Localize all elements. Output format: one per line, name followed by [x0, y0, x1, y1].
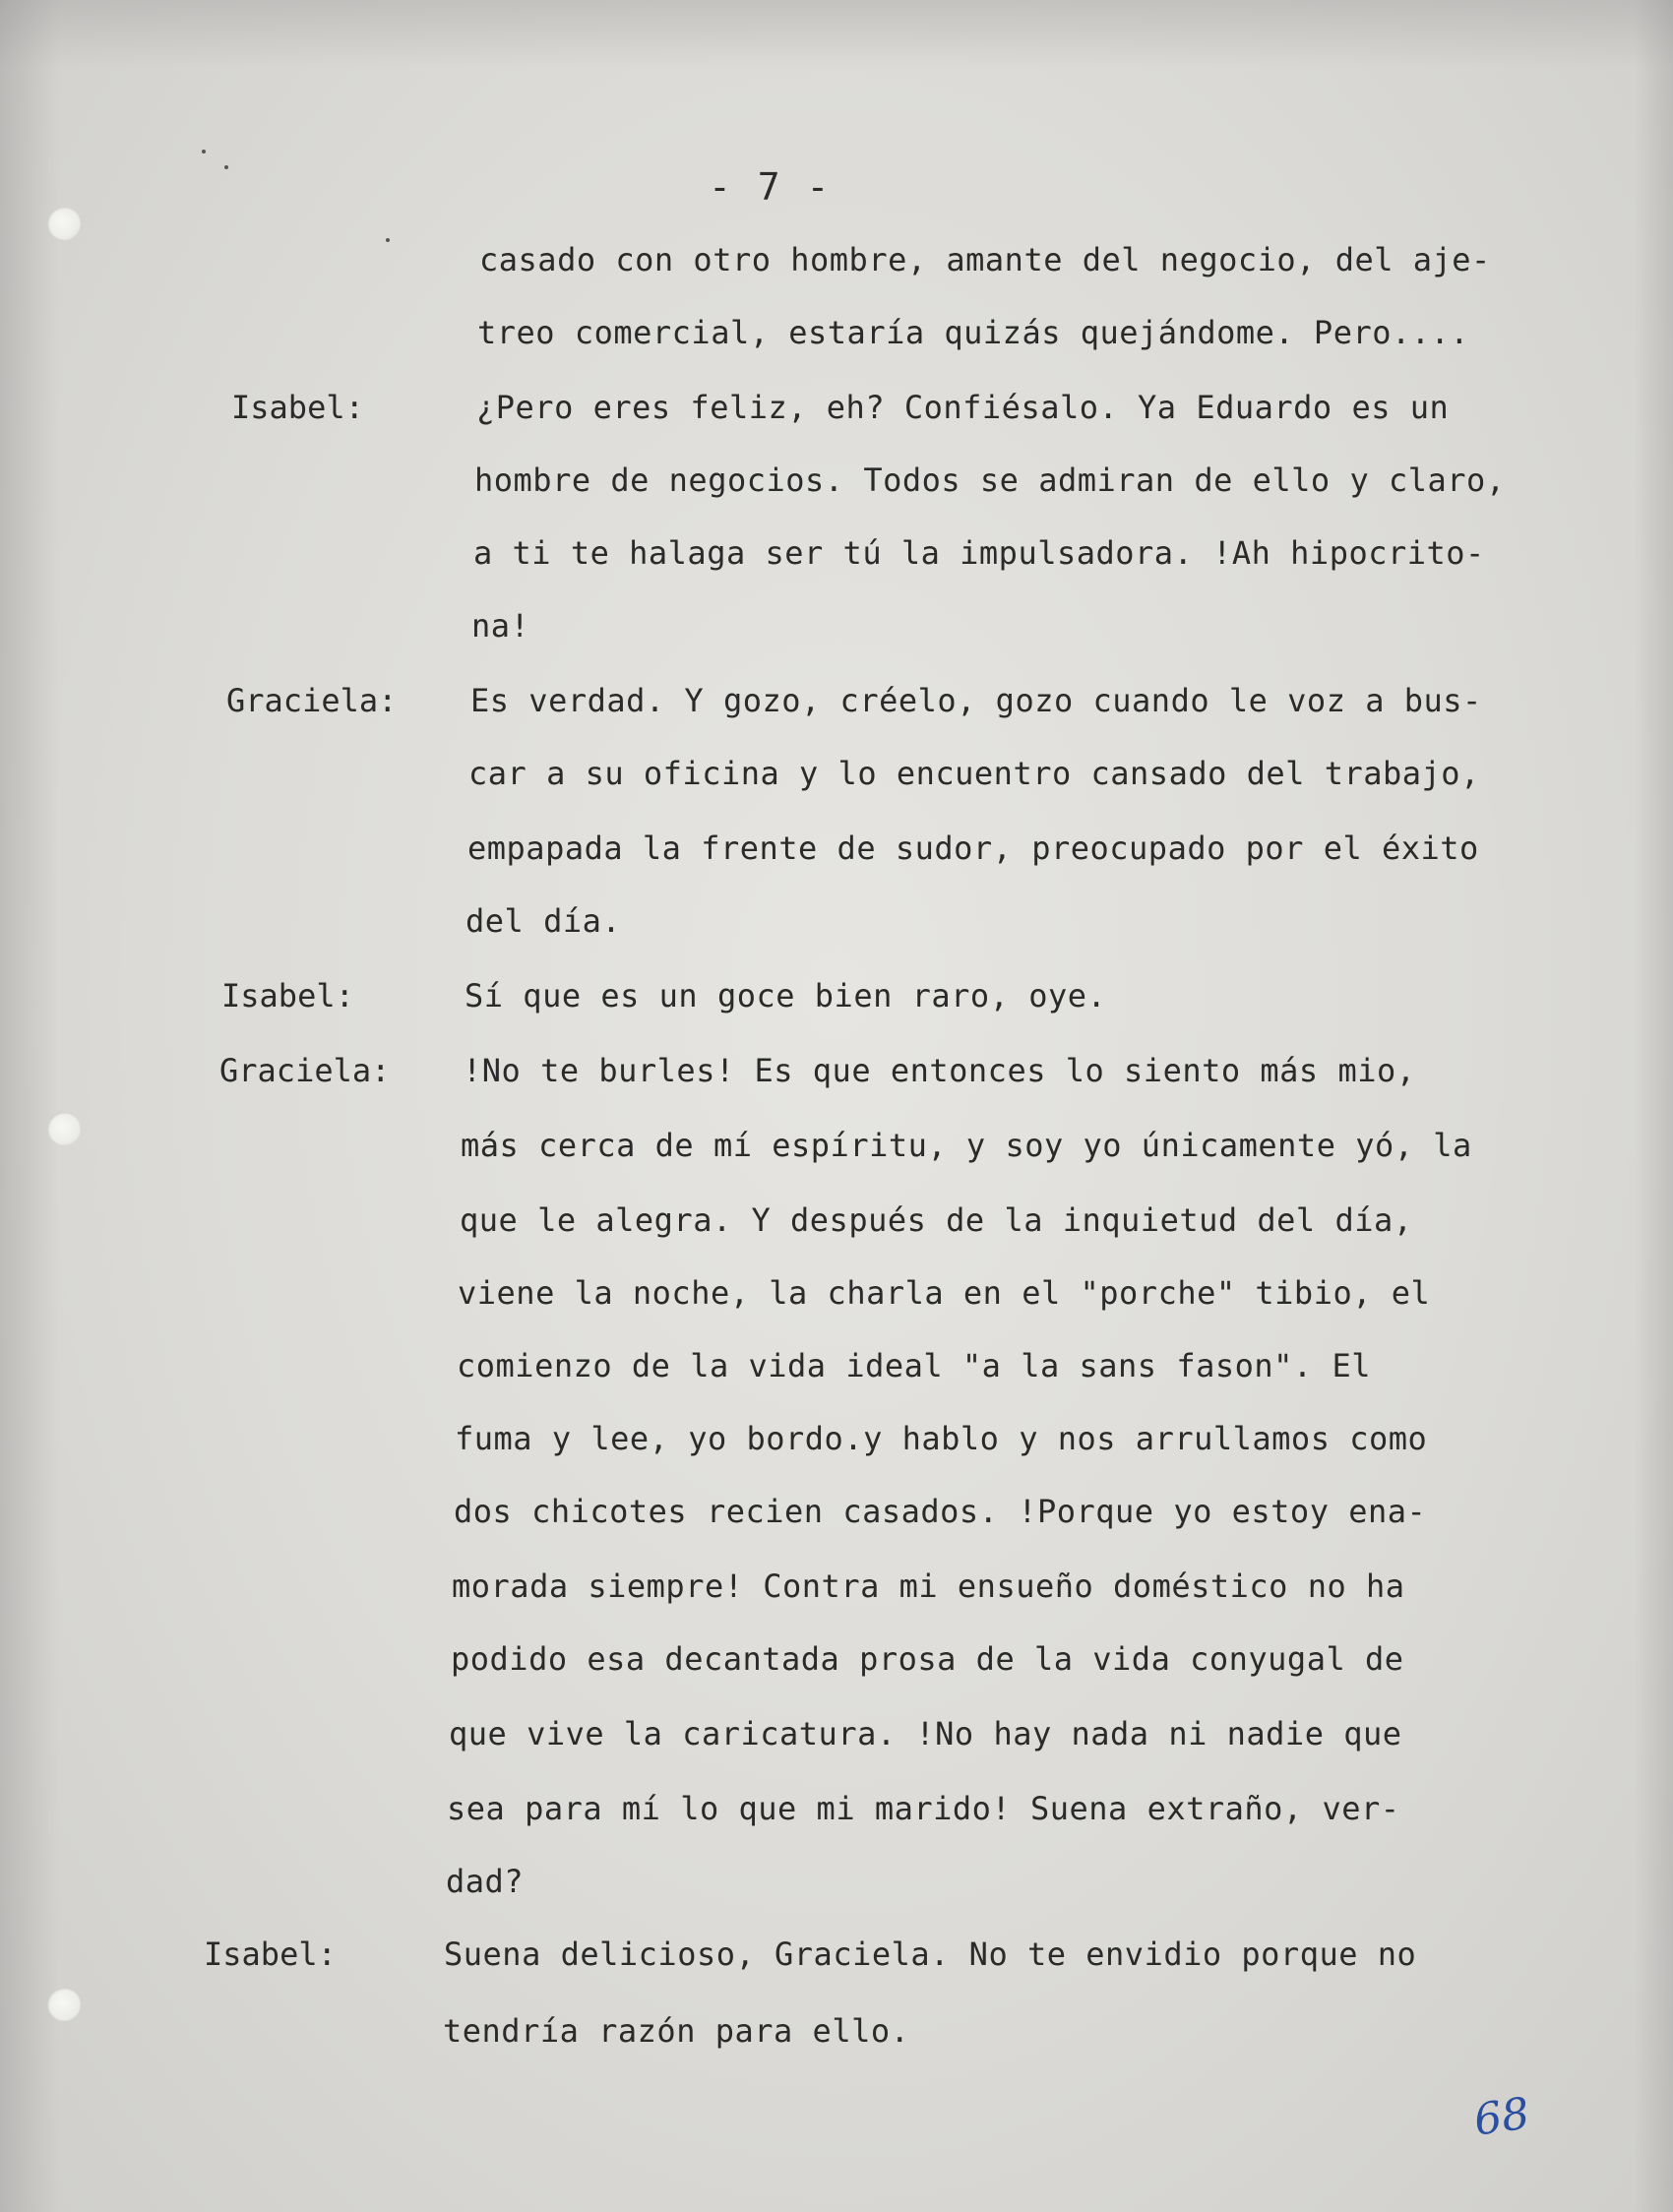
punch-hole — [47, 207, 81, 240]
dialogue-line: que vive la caricatura. !No hay nada ni nadie que — [449, 1715, 1402, 1752]
speaker-label: Isabel: — [221, 977, 354, 1014]
dialogue-line: que le alegra. Y después de la inquietud del día, — [460, 1201, 1413, 1239]
dialogue-line: viene la noche, la charla en el "porche" tibio, el — [458, 1274, 1431, 1312]
dialogue-line: podido esa decantada prosa de la vida conyugal de — [451, 1640, 1404, 1678]
speaker-label: Graciela: — [219, 1052, 391, 1089]
dialogue-line: del día. — [465, 902, 622, 940]
dialogue-line: treo comercial, estaría quizás quejándome. Pero.... — [477, 314, 1470, 351]
dialogue-line: Sí que es un goce bien raro, oye. — [465, 977, 1107, 1014]
ink-speck — [386, 238, 390, 242]
dialogue-line: ¿Pero eres feliz, eh? Confiésalo. Ya Eduardo es un — [476, 389, 1450, 426]
dialogue-line: tendría razón para ello. — [443, 2012, 910, 2050]
dialogue-line: empapada la frente de sudor, preocupado por el éxito — [467, 830, 1479, 867]
dialogue-line: comienzo de la vida ideal "a la sans fason". El — [457, 1347, 1371, 1384]
dialogue-line: hombre de negocios. Todos se admiran de ello y claro, — [474, 461, 1506, 499]
dialogue-line: sea para mí lo que mi marido! Suena extraño, ver- — [447, 1790, 1400, 1827]
ink-speck — [224, 165, 228, 169]
dialogue-line: a ti te halaga ser tú la impulsadora. !Ah hipocrito- — [473, 534, 1485, 572]
dialogue-line: dad? — [446, 1863, 525, 1900]
page-number: - 7 - — [709, 165, 832, 209]
speaker-label: Graciela: — [226, 682, 398, 719]
dialogue-line: Suena delicioso, Graciela. No te envidio porque no — [444, 1936, 1417, 1973]
dialogue-line: Es verdad. Y gozo, créelo, gozo cuando le voz a bus- — [470, 682, 1482, 719]
punch-hole — [47, 1988, 81, 2021]
ink-speck — [202, 150, 206, 154]
dialogue-line: más cerca de mí espíritu, y soy yo únicamente yó, la — [461, 1127, 1472, 1164]
page-edge-shadow — [0, 0, 59, 2212]
speaker-label: Isabel: — [231, 389, 364, 426]
punch-hole — [47, 1112, 81, 1145]
dialogue-line: dos chicotes recien casados. !Porque yo estoy ena- — [454, 1493, 1427, 1530]
page-edge-shadow — [0, 0, 1673, 69]
dialogue-line: casado con otro hombre, amante del negocio, del aje- — [479, 241, 1491, 278]
dialogue-line: morada siempre! Contra mi ensueño doméstico no ha — [452, 1567, 1405, 1605]
speaker-label: Isabel: — [204, 1936, 337, 1973]
handwritten-page-number: 68 — [1470, 2088, 1533, 2146]
dialogue-line: car a su oficina y lo encuentro cansado del trabajo, — [468, 755, 1480, 792]
page-edge-shadow — [1634, 0, 1673, 2212]
dialogue-line: !No te burles! Es que entonces lo siento más mio, — [463, 1052, 1416, 1089]
dialogue-line: na! — [471, 607, 530, 645]
dialogue-line: fuma y lee, yo bordo.y hablo y nos arrullamos como — [455, 1420, 1428, 1457]
